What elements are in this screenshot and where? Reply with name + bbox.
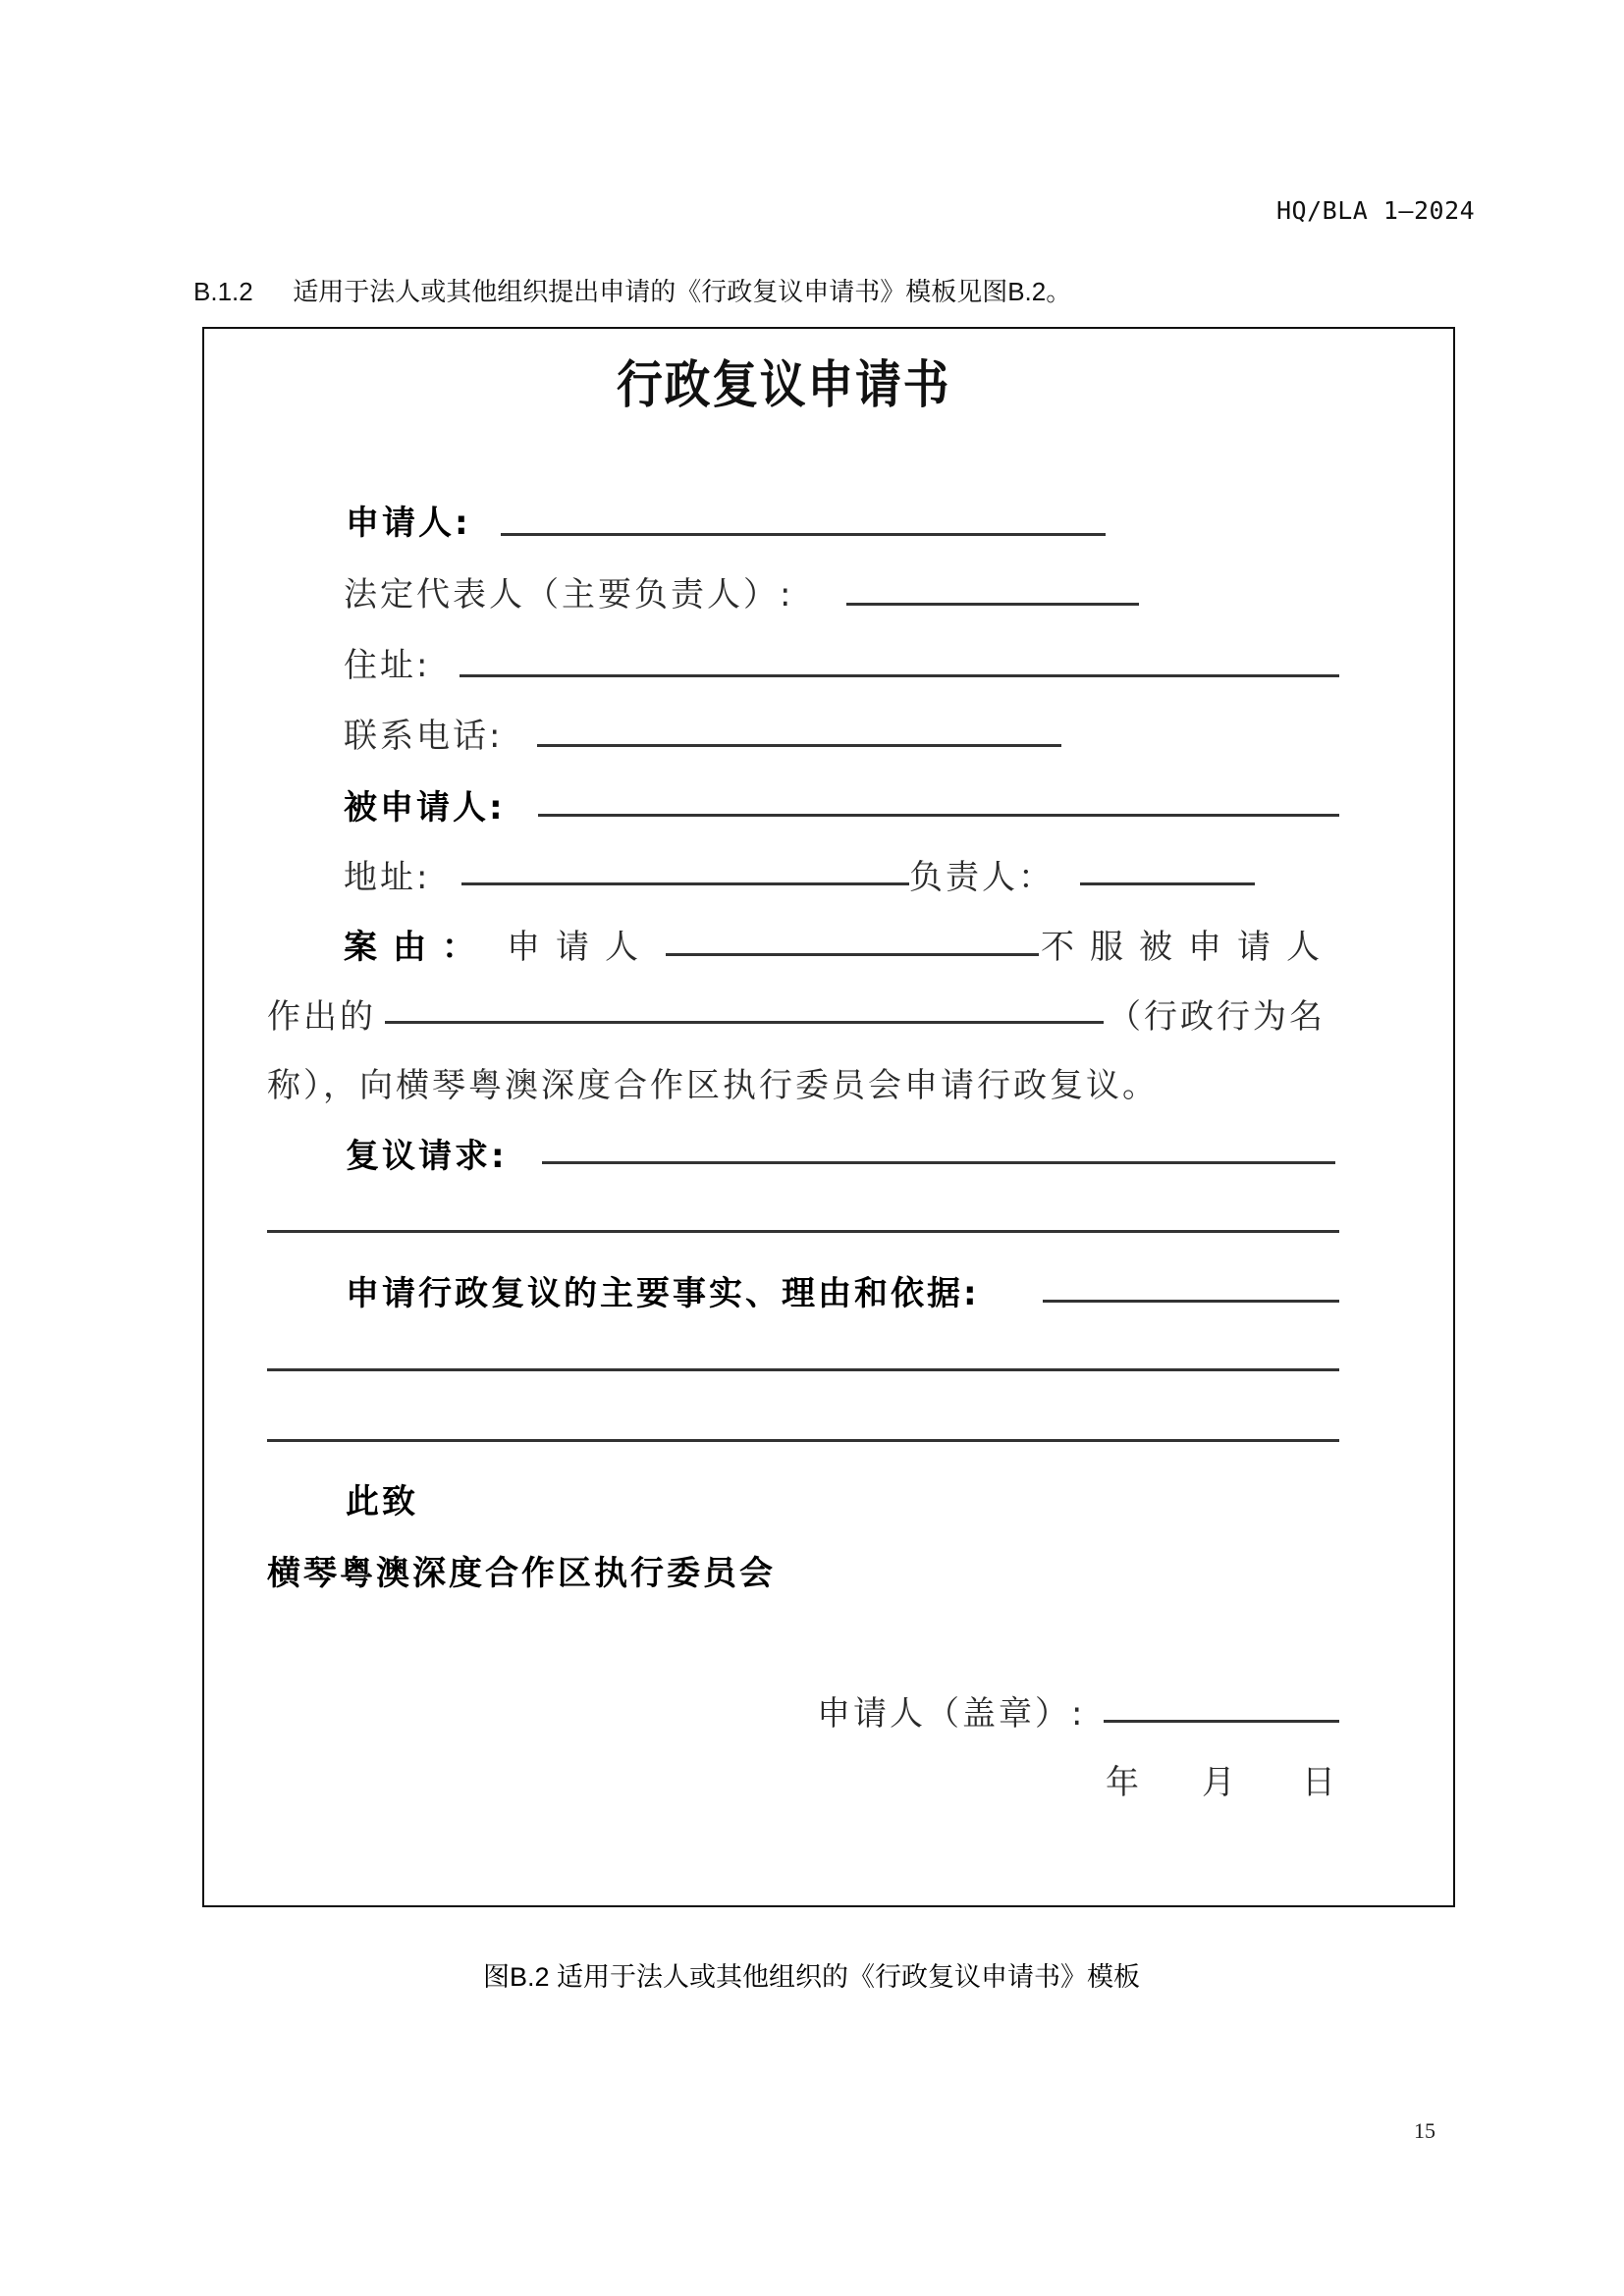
facts-label: 申请行政复议的主要事实、理由和依据: [346,1274,980,1313]
respondent-field[interactable] [538,814,1339,817]
phone-field[interactable] [537,744,1061,747]
facts-field-line-3[interactable] [267,1439,1339,1442]
case-applicant-field[interactable] [666,953,1039,956]
legal-rep-field[interactable] [846,603,1139,606]
recipient: 横琴粤澳深度合作区执行委员会 [267,1554,776,1593]
applicant-field[interactable] [501,533,1106,536]
section-number: B.1.2 [193,277,253,306]
case-text-not-accept: 不服被申请人 [1041,928,1335,967]
date-day: 日 [1302,1763,1338,1802]
case-text-made-by: 作出的 [267,997,376,1037]
request-label: 复议请求: [346,1137,508,1176]
respondent-address-field[interactable] [461,882,909,885]
date-year: 年 [1106,1763,1142,1802]
date-month: 月 [1202,1763,1238,1802]
facts-field-line-1[interactable] [1043,1300,1339,1303]
page-number: 15 [1414,2118,1435,2143]
signature-field[interactable] [1104,1720,1339,1723]
request-field-line-1[interactable] [542,1161,1335,1164]
case-text-applicant: 申请人 [507,928,654,967]
admin-action-field[interactable] [385,1021,1104,1024]
figure-caption: 图B.2 适用于法人或其他组织的《行政复议申请书》模板 [483,1962,1141,1992]
respondent-address-label: 地址: [344,858,431,897]
address-label: 住址: [344,646,431,685]
case-label: 案由： [344,928,491,967]
phone-label: 联系电话: [344,717,504,756]
applicant-label: 申请人: [346,504,471,543]
respondent-head-field[interactable] [1080,882,1255,885]
form-title: 行政复议申请书 [617,355,951,415]
form-template-frame [202,327,1455,1907]
respondent-label: 被申请人: [344,788,506,828]
case-text-request: 称），向横琴粤澳深度合作区执行委员会申请行政复议。 [267,1066,1159,1105]
section-heading [193,272,1071,308]
address-field[interactable] [460,674,1339,677]
respondent-head-label: 负责人： [909,858,1055,897]
salutation: 此致 [346,1482,418,1522]
case-text-action-name: （行政行为名 [1108,997,1326,1037]
document-code: HQ/BLA 1—2024 [1276,196,1476,225]
section-text: 适用于法人或其他组织提出申请的《行政复议申请书》模板见图B.2。 [293,277,1072,306]
legal-rep-label: 法定代表人（主要负责人）: [344,575,794,614]
signature-label: 申请人（盖章）: [817,1694,1086,1734]
facts-field-line-2[interactable] [267,1368,1339,1371]
request-field-line-2[interactable] [267,1230,1339,1233]
